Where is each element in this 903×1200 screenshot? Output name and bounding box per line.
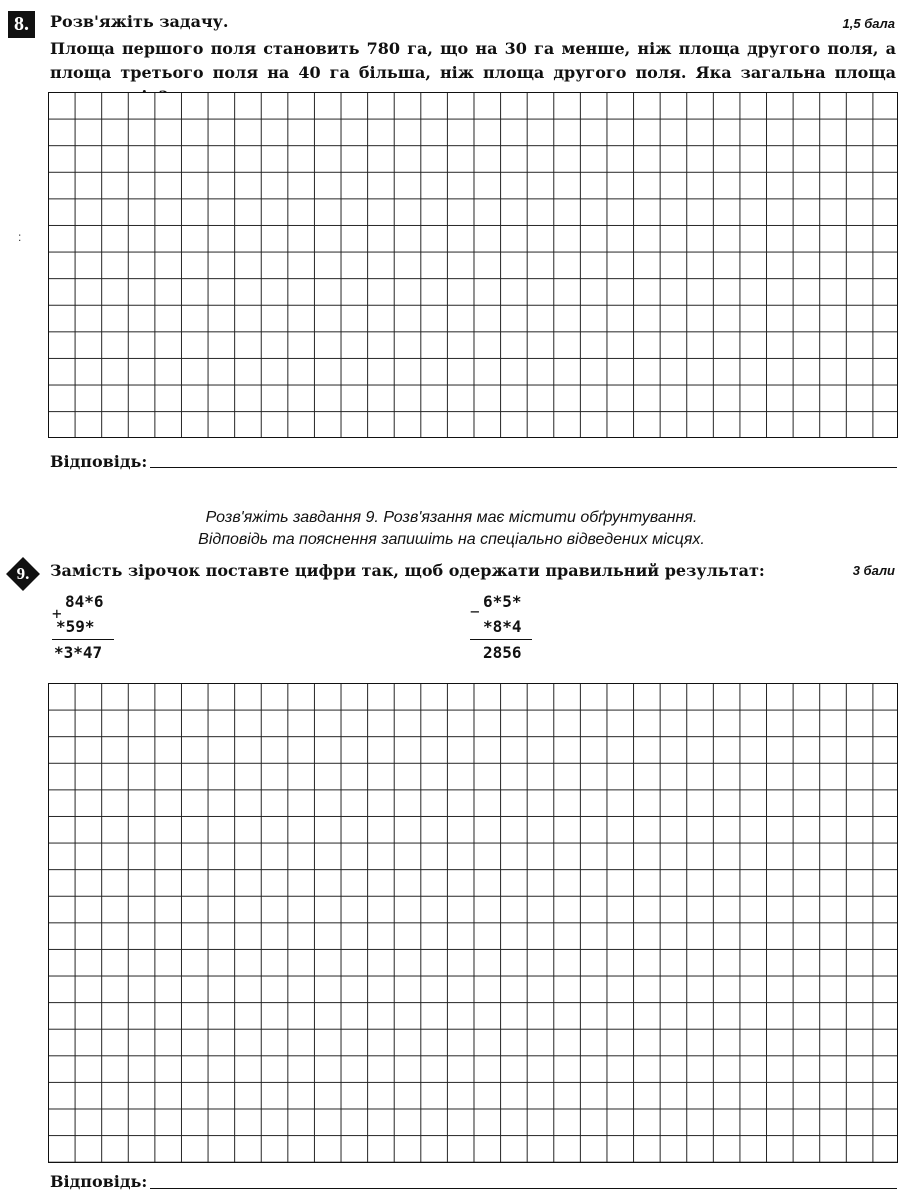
task-9-work-grid[interactable] (48, 683, 898, 1163)
stray-mark: : (18, 230, 22, 244)
task-8-title: Розв'яжіть задачу. (50, 12, 229, 31)
addition-first-number: 84*6 (65, 592, 104, 611)
task-8-work-grid[interactable] (48, 92, 898, 438)
task-9-number: 9. (16, 564, 30, 583)
instruction-line-1: Розв'яжіть завдання 9. Розв'язання має містити обґрунтування. (205, 509, 698, 526)
task-8-problem-text: Площа першого поля становить 780 га, що на 30 га менше, ніж площа другого поля, а площа третього поля на 40 га більша, ніж площа другого поля. Яка загальна площа (50, 39, 896, 82)
task-8-points: 1,5 бала (842, 16, 895, 31)
instruction-block (0, 507, 903, 551)
subtraction-result: 2856 (483, 643, 522, 662)
subtraction-result-line (470, 639, 532, 640)
addition-result: *3*47 (54, 643, 103, 662)
addition-result-line (52, 639, 114, 640)
task-9-text: Замість зірочок поставте цифри так, щоб одержати правильний результат: (50, 561, 765, 580)
task-8-answer-line[interactable] (150, 467, 897, 468)
instruction-line-2: Відповідь та пояснення запишіть на спеціально відведених місцях. (198, 531, 705, 548)
task-8-number-badge: 8. (8, 11, 35, 38)
addition-example (52, 592, 132, 672)
subtraction-example (470, 592, 550, 672)
task-9-number-badge (6, 557, 40, 591)
subtraction-first-number: 6*5* (483, 592, 522, 611)
plus-sign: + (52, 604, 62, 623)
task-9-answer-label: Відповідь: (50, 1172, 148, 1191)
subtraction-second-number: *8*4 (483, 617, 522, 636)
minus-sign: − (470, 602, 480, 621)
task-9-points: 3 бали (852, 563, 895, 578)
task-8-answer-label: Відповідь: (50, 452, 148, 471)
addition-second-number: *59* (56, 617, 95, 636)
task-9-answer-line[interactable] (150, 1188, 897, 1189)
